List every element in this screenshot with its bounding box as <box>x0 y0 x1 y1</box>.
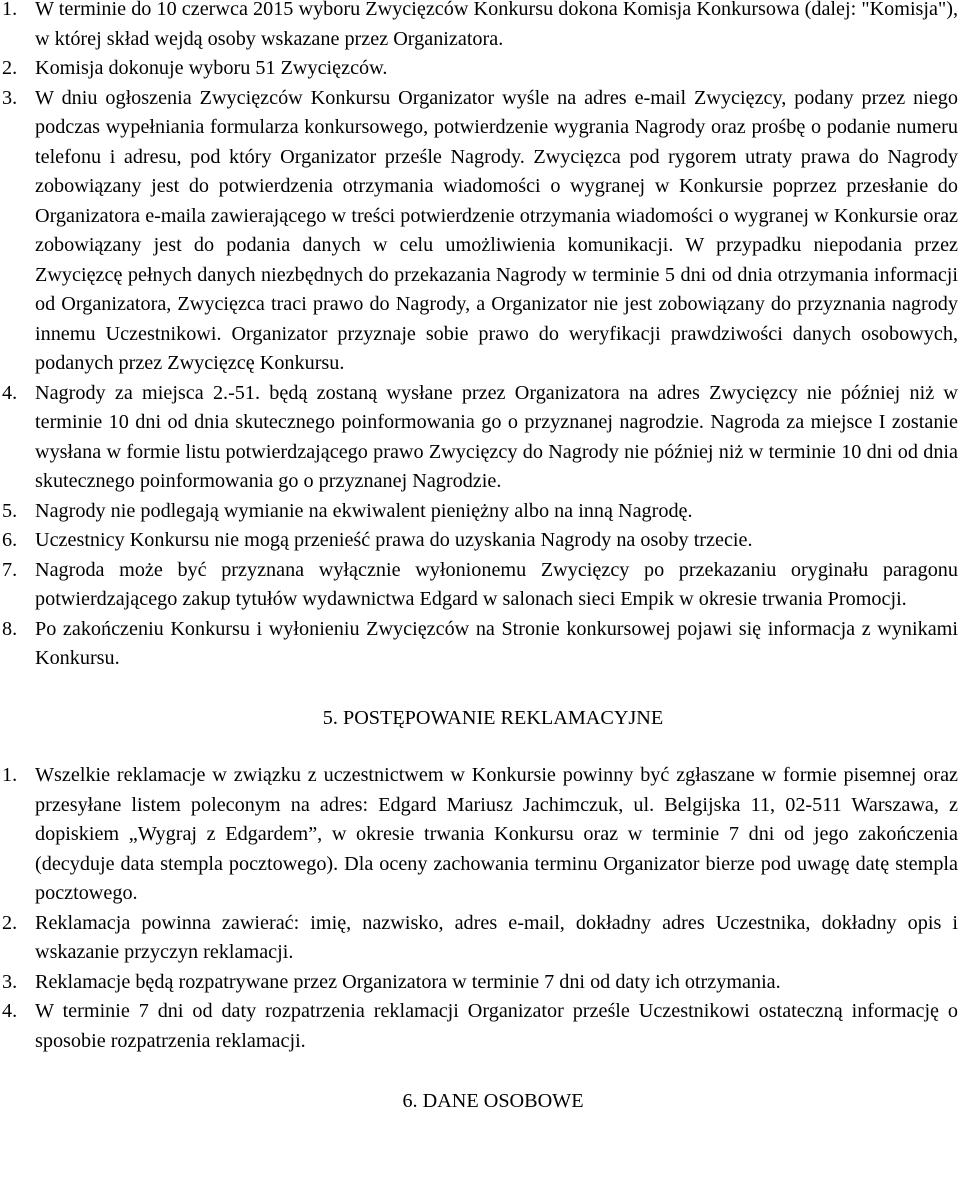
list-item-number: 6. <box>2 529 18 551</box>
list-item <box>0 968 958 998</box>
list-item <box>0 526 958 556</box>
list-item <box>0 54 958 84</box>
list-item <box>0 997 958 1056</box>
list-item-text: W terminie 7 dni od daty rozpatrzenia reklamacji Organizator prześle Uczestnikowi ostateczną informację o sposobie rozpatrzenia reklamacji. <box>35 1000 958 1052</box>
list-item-text: Wszelkie reklamacje w związku z uczestnictwem w Konkursie powinny być zgłaszane w formie pisemnej oraz przesyłane listem poleconym na adres: Edgard Mariusz Jachimczuk, ul. Belgijska 11, 02-511 Warszawa, z dopiskiem „Wygraj z Edgardem”, w okresie trwania Konkursu oraz w terminie 7 dni od jego zakończenia (decyduje data stempla pocztowego). Dla oceny zachowania terminu Organizator bierze pod uwagę datę stempla pocztowego. <box>35 764 958 904</box>
list-item <box>0 0 958 54</box>
list-item <box>0 556 958 615</box>
list-item <box>0 84 958 379</box>
list-item <box>0 761 958 909</box>
list-item <box>0 379 958 497</box>
section-heading-reklamacje: 5. POSTĘPOWANIE REKLAMACYJNE <box>322 706 664 729</box>
list-item-number: 2. <box>2 911 18 934</box>
list-item-number: 1. <box>2 0 18 20</box>
list-item <box>0 909 958 968</box>
list-item-text: Uczestnicy Konkursu nie mogą przenieść prawa do uzyskania Nagrody na osoby trzecie. <box>35 529 753 551</box>
list-item-number: 2. <box>2 57 18 79</box>
list-item-number: 4. <box>2 381 18 404</box>
section5-list <box>0 761 958 1056</box>
list-item-number: 7. <box>2 558 18 581</box>
list-item-text: Komisja dokonuje wyboru 51 Zwycięzców. <box>35 57 388 79</box>
list-item-text: W dniu ogłoszenia Zwycięzców Konkursu Organizator wyśle na adres e-mail Zwycięzcy, podany przez niego podczas wypełniania formularza konkursowego, potwierdzenie wygrania Nagrody oraz prośbę o podanie numeru telefonu i adresu, pod który Organizator prześle Nagrody. Zwycięzca pod rygorem utraty prawa do Nagrody zobowiązany jest do potwierdzenia otrzymania wiadomości o wygranej w Konkursie poprzez przesłanie do Organizatora e-maila zawierającego w treści potwierdzenie otrzymania wiadomości o wygranej w Konkursie oraz zobowiązany jest do podania danych w celu umożliwienia komunikacji. W przypadku niepodania przez Zwycięzcę pełnych danych niezbędnych do przekazania Nagrody w terminie 5 dni od dnia otrzymania informacji od Organizatora, Zwycięzca traci prawo do Nagrody, a Organizator nie jest zobowiązany do przyznania nagrody innemu Uczestnikowi. Organizator przyznaje sobie prawo do weryfikacji prawdziwości danych osobowych, podanych przez Zwycięzcę Konkursu. <box>35 86 958 374</box>
list-item-text: Reklamacja powinna zawierać: imię, nazwisko, adres e-mail, dokładny adres Uczestnika, dokładny opis i wskazanie przyczyn reklamacji. <box>35 911 958 963</box>
list-item-number: 3. <box>2 86 18 109</box>
list-item-text: Nagroda może być przyznana wyłącznie wyłonionemu Zwycięzcy po przekazaniu oryginału paragonu potwierdzającego zakup tytułów wydawnictwa Edgard w salonach sieci Empik w okresie trwania Promocji. <box>35 558 958 610</box>
section-heading-dane-osobowe: 6. DANE OSOBOWE <box>402 1090 584 1112</box>
list-item-number: 3. <box>2 970 18 993</box>
list-item <box>0 497 958 527</box>
list-item-number: 8. <box>2 617 18 640</box>
list-item-text: Po zakończeniu Konkursu i wyłonieniu Zwycięzców na Stronie konkursowej pojawi się informacja z wynikami Konkursu. <box>35 617 958 669</box>
list-item-number: 5. <box>2 499 18 522</box>
list-item-text: Nagrody nie podlegają wymianie na ekwiwalent pieniężny albo na inną Nagrodę. <box>35 499 693 522</box>
list-item-text: Nagrody za miejsca 2.-51. będą zostaną wysłane przez Organizatora na adres Zwycięzcy nie później niż w terminie 10 dni od dnia skutecznego poinformowania go o przyznanej nagrodzie. Nagroda za miejsce I zostanie wysłana w formie listu potwierdzającego prawo Zwycięzcy do Nagrody nie później niż w terminie 10 dni od dnia skutecznego poinformowania go o przyznanej Nagrodzie. <box>35 381 958 492</box>
list-item-text: W terminie do 10 czerwca 2015 wyboru Zwycięzców Konkursu dokona Komisja Konkursowa (dalej: "Komisja"), w której skład wejdą osoby wskazane przez Organizatora. <box>35 0 958 50</box>
list-item-text: Reklamacje będą rozpatrywane przez Organizatora w terminie 7 dni od daty ich otrzymania. <box>35 970 781 993</box>
list-item-number: 1. <box>2 764 18 786</box>
list-item <box>0 615 958 674</box>
list-item-number: 4. <box>2 1000 18 1022</box>
